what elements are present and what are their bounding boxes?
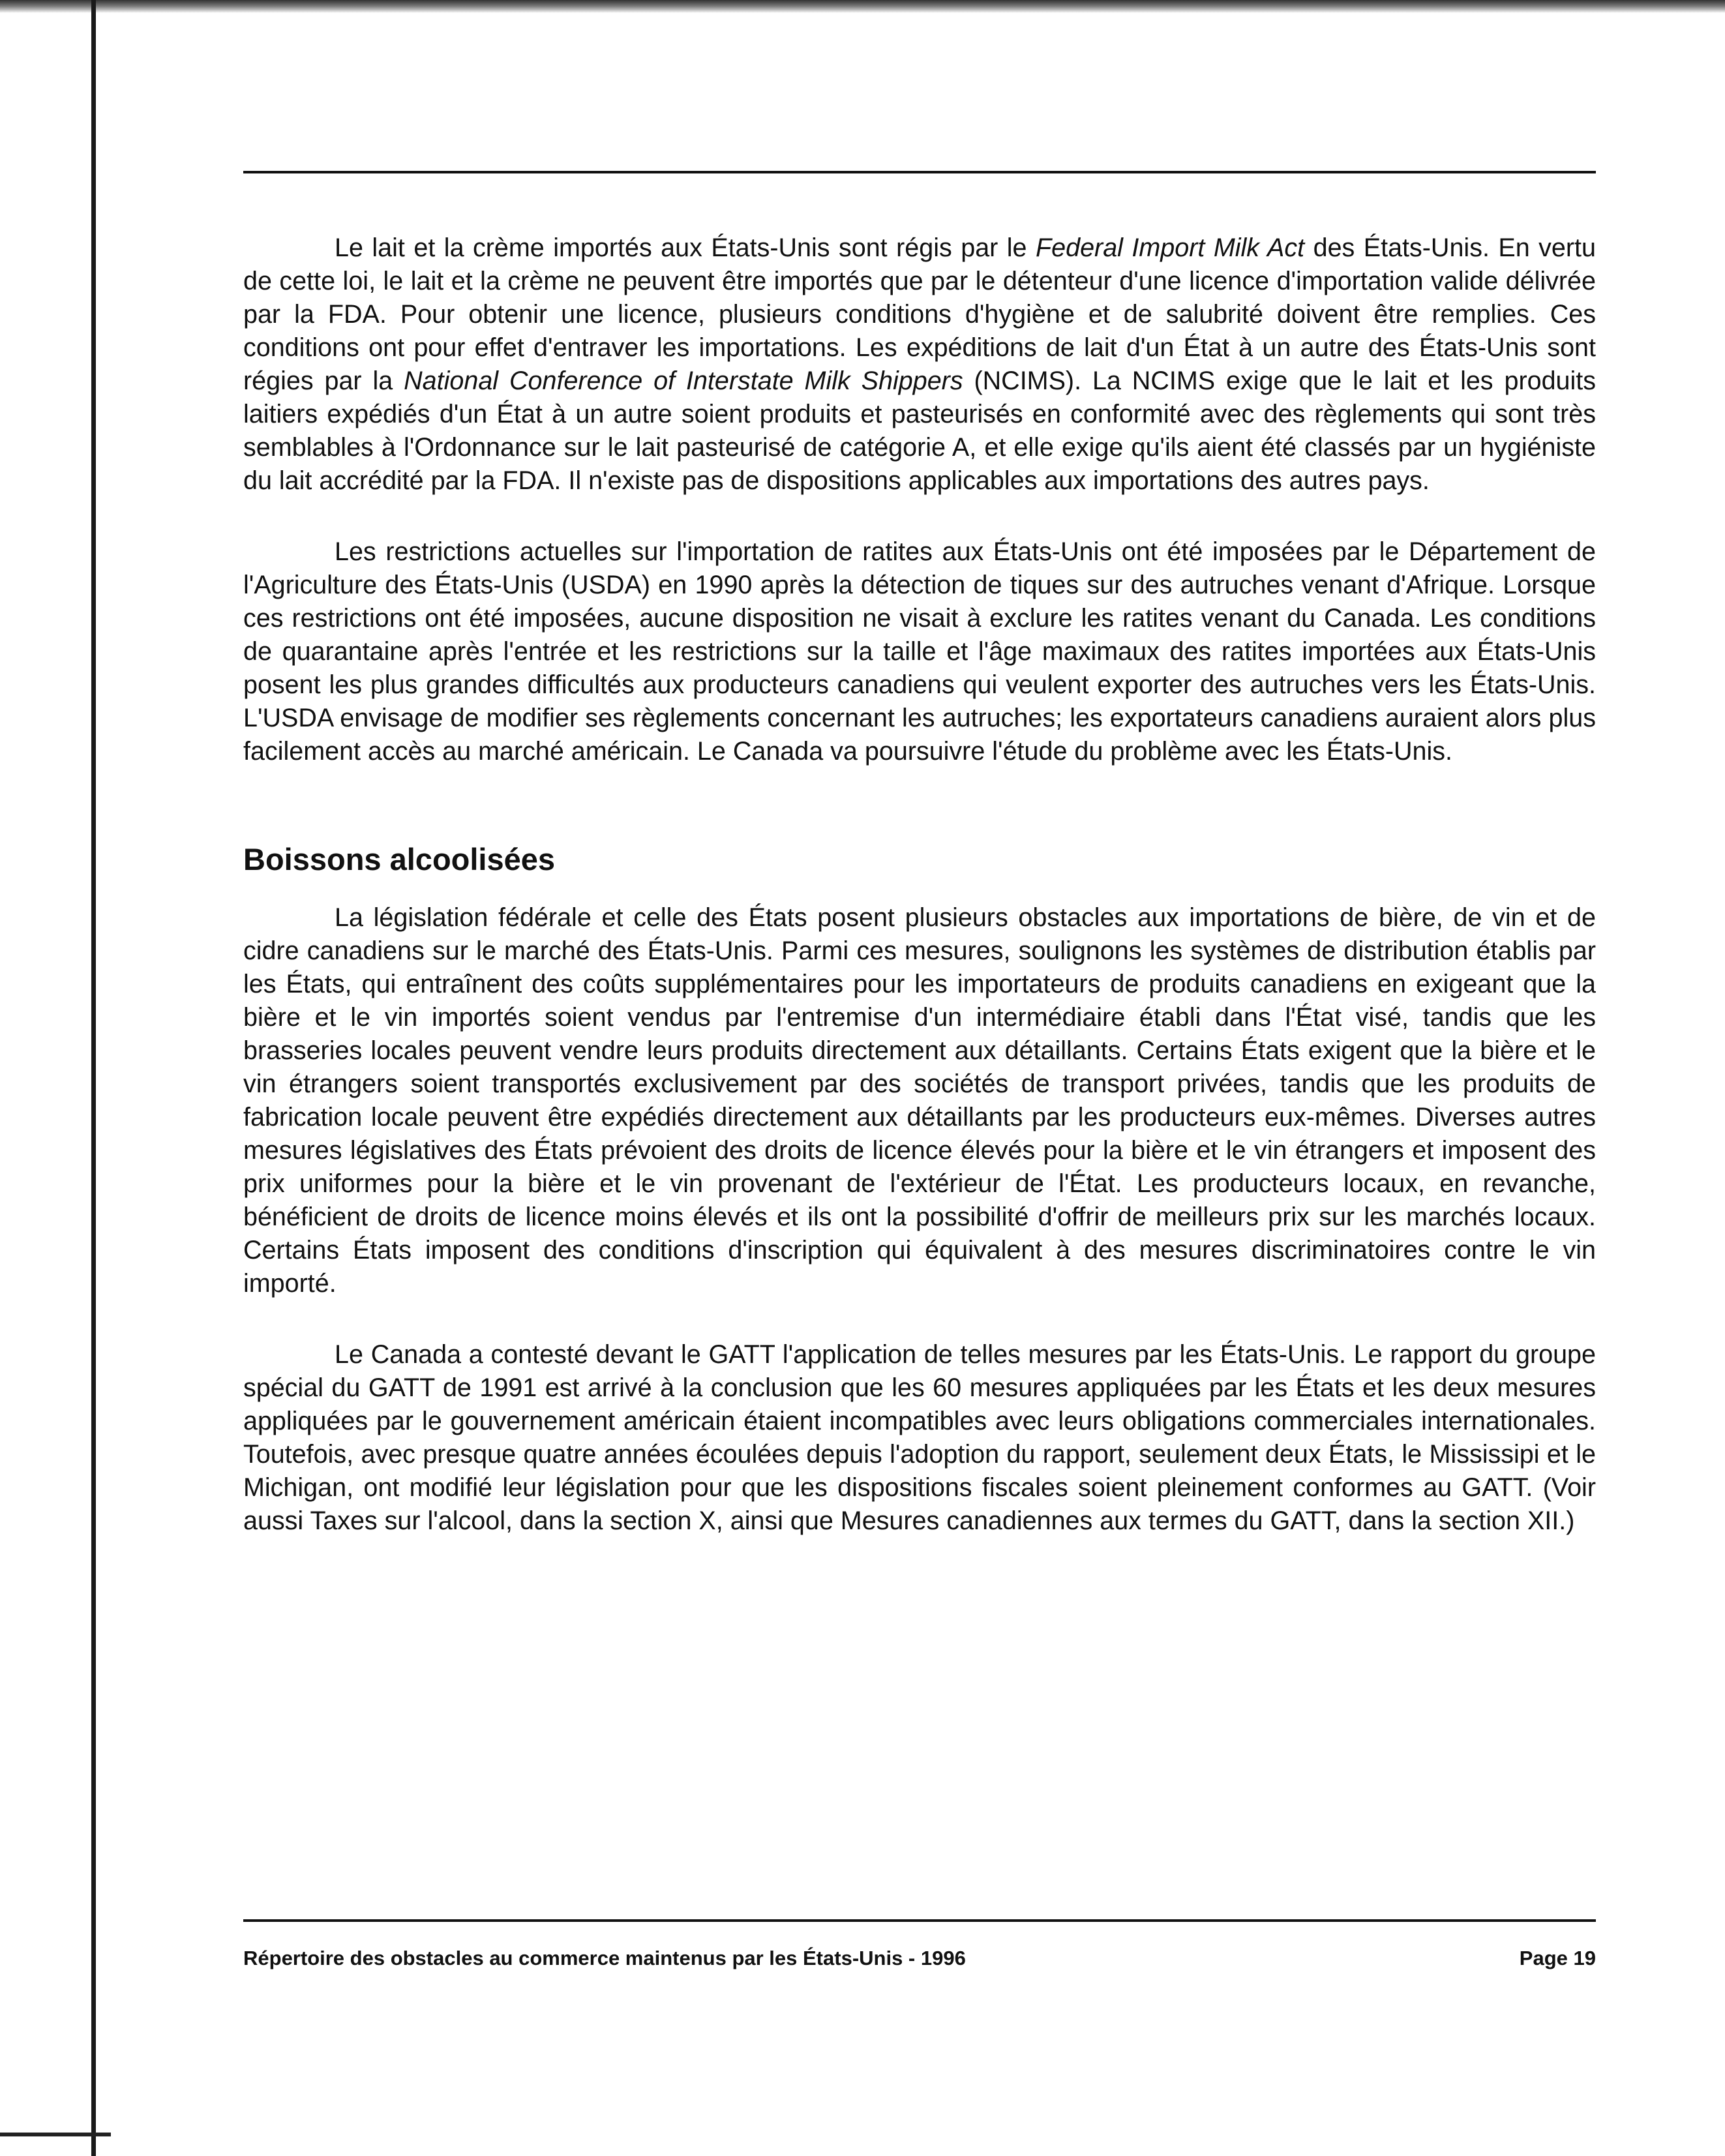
- paragraph-text: La législation fédérale et celle des États posent plusieurs obstacles aux importations de bière, de vin et de cidre canadiens sur le marché des États-Unis. Parmi ces mesures, soulignons les systèmes de distribution établis par les États, qui entraînent des coûts supplémentaires pour les importateurs de produits canadiens en exigeant que la bière et le vin importés soient vendus par l'entremise d'un intermédiaire établi dans l'État visé, tandis que les brasseries locales peuvent vendre leurs produits directement aux détaillants. Certains États exigent que la bière et le vin étrangers soient transportés exclusivement par des sociétés de transport privées, tandis que les produits de fabrication locale peuvent être expédiés directement aux détaillants par les producteurs eux-mêmes. Diverses autres mesures législatives des États prévoient des droits de licence élevés pour la bière et le vin étrangers et imposent des prix uniformes pour la bière et le vin provenant de l'extérieur de l'État. Les producteurs locaux, en revanche, bénéficient de droits de licence moins élevés et ils ont la possibilité d'offrir de meilleurs prix sur les marchés locaux. Certains États imposent des conditions d'inscription qui équivalent à des mesures discriminatoires contre le vin importé.: [243, 903, 1596, 1298]
- paragraph-text: Le Canada a contesté devant le GATT l'application de telles mesures par les États-Unis. Le rapport du groupe spécial du GATT de 1991 est arrivé à la conclusion que les 60 mesures appliquées par les États et les deux mesures appliquées par le gouvernement américain étaient incompatibles avec leurs obligations commerciales internationales. Toutefois, avec presque quatre années écoulées depuis l'adoption du rapport, seulement deux États, le Mississipi et le Michigan, ont modifié leur législation pour que les dispositions fiscales soient pleinement conformes au GATT. (Voir aussi Taxes sur l'alcool, dans la section X, ainsi que Mesures canadiennes aux termes du GATT, dans la section XII.): [243, 1340, 1596, 1535]
- paragraph-alcohol-obstacles: [243, 901, 1596, 1300]
- header-rule: [243, 171, 1596, 173]
- footer-rule: [243, 1919, 1596, 1922]
- paragraph-ratites: [243, 535, 1596, 768]
- top-section: [243, 232, 1596, 768]
- document-body: [243, 232, 1596, 1538]
- paragraph-text: Le lait et la crème importés aux États-Unis sont régis par le: [335, 233, 1036, 262]
- scan-left-edge: [91, 0, 96, 2156]
- paragraph-text: des États-Unis. En vertu de cette loi, le lait et la crème ne peuvent être importés que par le détenteur d'une licence d'importation valide délivrée par la FDA. Pour obtenir une licence, plusieurs conditions d'hygiène et de salubrité doivent être remplies. Ces conditions ont pour effet d'entraver les importations. Les expéditions de lait d'un État à un autre des États-Unis sont régies par la: [243, 233, 1597, 395]
- page-number: Page 19: [1519, 1947, 1596, 1969]
- footer-title: Répertoire des obstacles au commerce maintenus par les États-Unis - 1996: [243, 1947, 966, 1969]
- section-heading: Boissons alcoolisées: [243, 842, 556, 876]
- paragraph-gatt: [243, 1338, 1596, 1538]
- scan-top-edge: [0, 0, 1725, 13]
- scan-corner-mark: [0, 2133, 111, 2136]
- paragraph-text: Les restrictions actuelles sur l'importation de ratites aux États-Unis ont été imposées par le Département de l'Agriculture des États-Unis (USDA) en 1990 après la détection de tiques sur des autruches venant d'Afrique. Lorsque ces restrictions ont été imposées, aucune disposition ne visait à exclure les ratites venant du Canada. Les conditions de quarantaine après l'entrée et les restrictions sur la taille et l'âge maximaux des ratites importées aux États-Unis posent les plus grandes difficultés aux producteurs canadiens qui veulent exporter des autruches vers les États-Unis. L'USDA envisage de modifier ses règlements concernant les autruches; les exportateurs canadiens auraient alors plus facilement accès au marché américain. Le Canada va poursuivre l'étude du problème avec les États-Unis.: [243, 537, 1596, 766]
- page-footer: [243, 1945, 1596, 1971]
- paragraph-text: (NCIMS). La NCIMS exige que le lait et les produits laitiers expédiés d'un État à un autre soient produits et pasteurisés en conformité avec des règlements qui sont très semblables à l'Ordonnance sur le lait pasteurisé de catégorie A, et elle exige qu'ils aient été classés par un hygiéniste du lait accrédité par la FDA. Il n'existe pas de dispositions applicables aux importations des autres pays.: [243, 367, 1596, 495]
- italic-title-text: National Conference of Interstate Milk Shippers: [404, 367, 963, 395]
- italic-title-text: Federal Import Milk Act: [1036, 233, 1305, 262]
- paragraph-milk-import: [243, 232, 1596, 498]
- alcohol-section: [243, 901, 1596, 1538]
